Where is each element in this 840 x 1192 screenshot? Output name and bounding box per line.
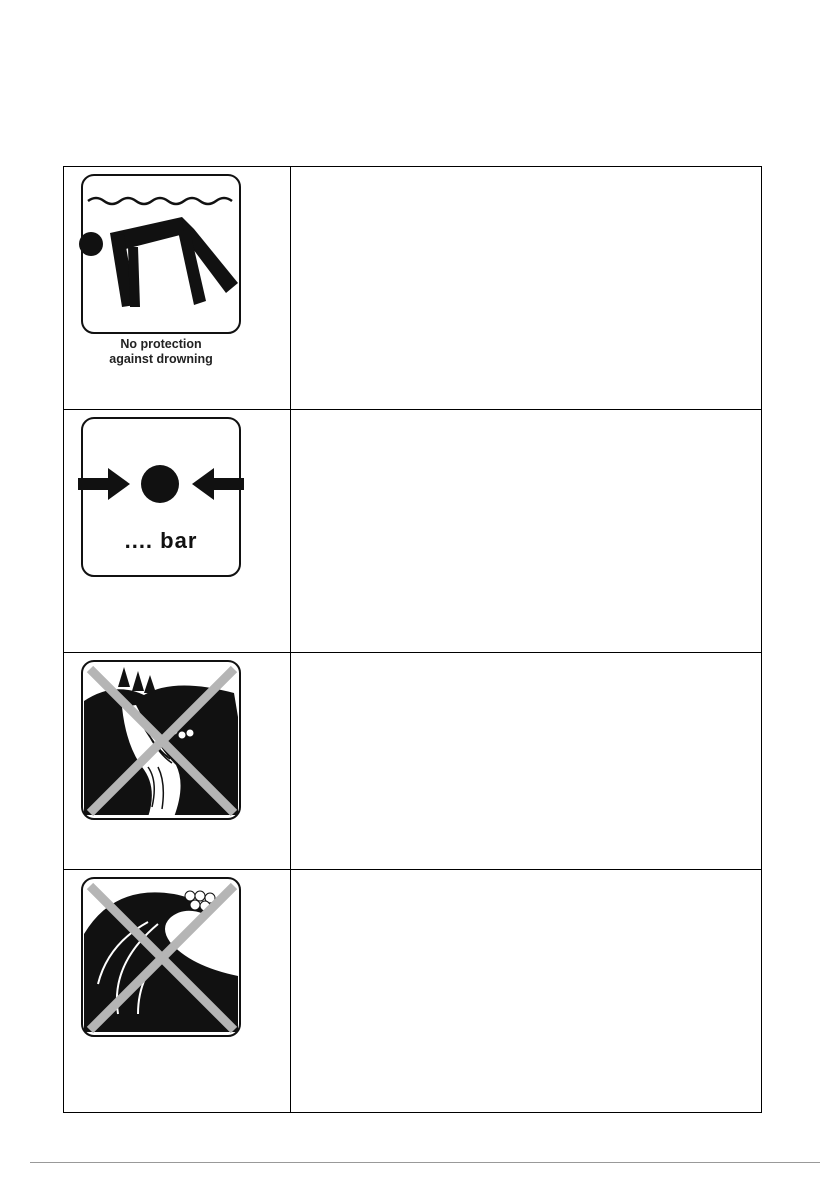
pressure-bar-label: .... bar: [124, 528, 198, 553]
description-cell: [291, 410, 762, 653]
description-cell: [291, 653, 762, 870]
table-row: [64, 410, 762, 653]
drowning-person-icon: [78, 171, 244, 337]
description-cell: [291, 870, 762, 1113]
pressure-icon: [78, 414, 244, 580]
table-row: [64, 167, 762, 410]
symbol-cell: [64, 167, 291, 410]
drowning-sign-label-line2: against drowning: [109, 352, 213, 366]
no-waves-icon: [78, 874, 244, 1040]
page-bottom-rule: [30, 1162, 820, 1163]
symbol-cell: [64, 870, 291, 1113]
symbols-table: [63, 166, 762, 1113]
symbol-cell: [64, 653, 291, 870]
symbol-cell: [64, 410, 291, 653]
table-row: [64, 870, 762, 1113]
table-row: [64, 653, 762, 870]
no-whitewater-icon: [78, 657, 244, 823]
description-cell: [291, 167, 762, 410]
drowning-sign-label-line1: No protection: [120, 337, 202, 351]
